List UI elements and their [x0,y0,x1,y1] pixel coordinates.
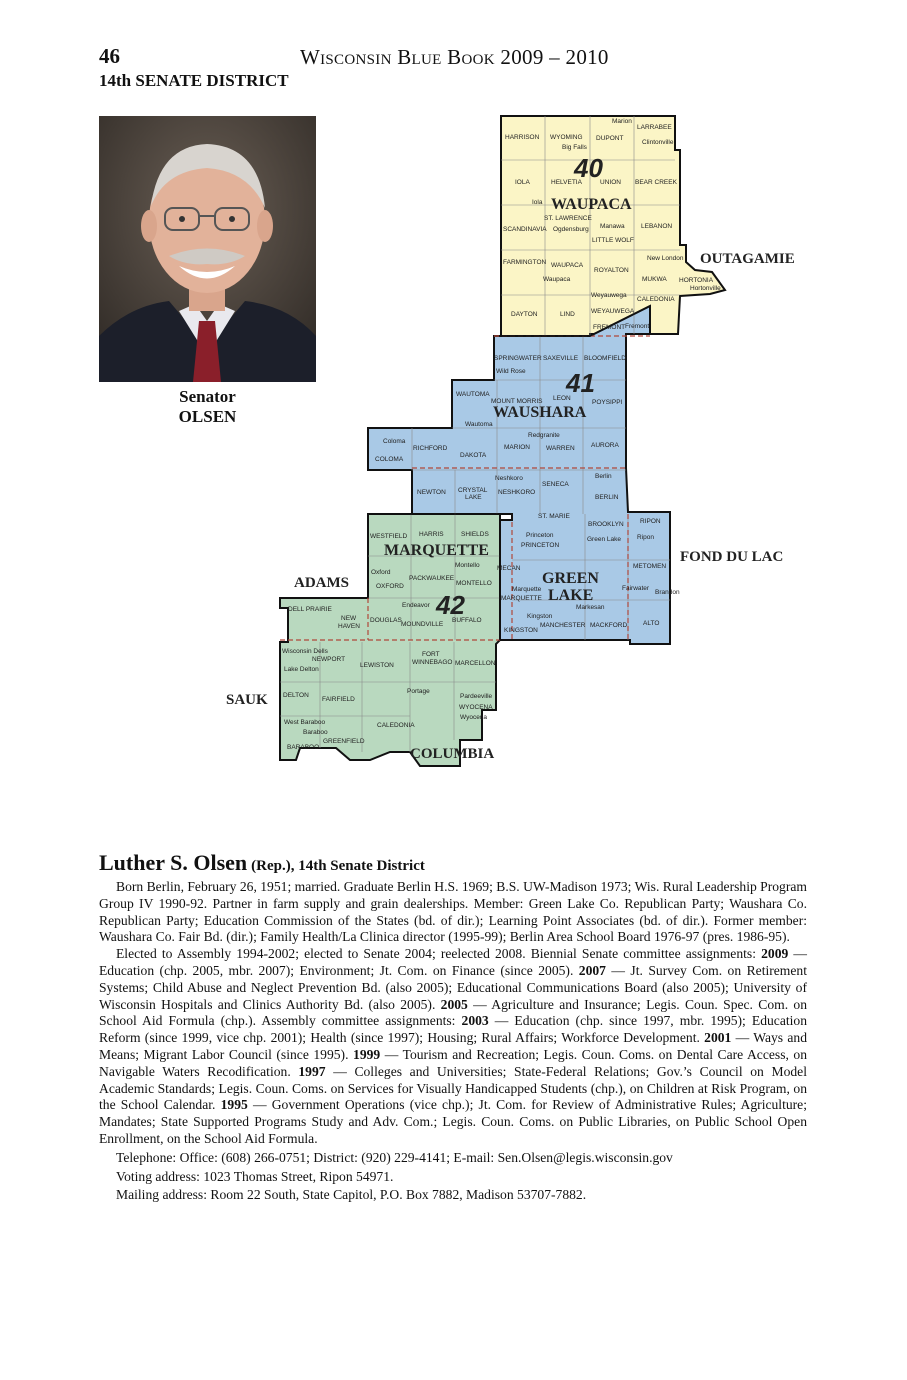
place-label: NEWPORT [312,656,346,663]
bio-paragraph-personal: Born Berlin, February 26, 1951; married. Graduate Berlin H.S. 1969; B.S. UW-Madison 1973; Wis. Rural Leadership Program Group IV 1990-92. Partner in farm supply and grain dealerships. Member: Green Lake Co. Republican Party; Waushara Co. Republican Party; Education Commission of the States (bd. of dir.); Learning Point Associates (bd. of dir.). Former member: Waushara Co. Fair Bd. (dir.); Family Health/La Clinica director (1995-99); Berlin Area School Board 1976-97 (pres. 1986-95). [99,879,807,945]
place-label: PACKWAUKEE [409,575,455,582]
bio-paragraph-committees [99,946,807,1148]
place-label: Clintonville [642,139,674,146]
county-label-waupaca: WAUPACA [551,196,632,213]
place-label: LITTLE WOLF [592,237,634,244]
place-label: HARRISON [505,134,540,141]
place-label: LIND [560,311,575,318]
place-label: Green Lake [587,536,621,543]
place-label: SAXEVILLE [543,355,579,362]
place-label: MARION [504,444,530,451]
place-label: CALEDONIA [637,296,675,303]
committee-text: — Ways and Means; Migrant Labor Council (since 1995). [99,1030,807,1062]
section-title: 14th SENATE DISTRICT [99,71,289,90]
place-label: Princeton [526,532,554,539]
place-label: POYSIPPI [592,399,623,406]
place-label: MANCHESTER [540,622,586,629]
place-label: LARRABEE [637,124,672,131]
place-label: Marion [612,118,632,125]
place-label: SENECA [542,481,569,488]
place-label: UNION [600,179,621,186]
place-label: IOLA [515,179,530,186]
place-label: Marquette [512,586,542,593]
place-label: OXFORD [376,583,404,590]
place-label: CRYSTAL [458,487,488,494]
place-label: Wild Rose [496,368,526,375]
place-label: Oxford [371,569,391,576]
place-label: Fremont [625,323,650,330]
place-label: COLOMA [375,456,404,463]
place-label: WARREN [546,445,575,452]
place-label: FREMONT [593,324,626,331]
place-label: MOUNT MORRIS [491,398,543,405]
place-label: Iola [532,199,543,206]
place-label: WESTFIELD [370,533,408,540]
committee-text: — Government Operations (vice chp.); Jt. Com. for Review of Administrative Rules; Agriculture; Mandates; State Supported Programs Study and Adv. Com.; Legis. Coun. Coms. on Public Libraries, on Public School Open Enrollment, on the School Aid Formula. [99,1097,807,1146]
district-number-42: 42 [436,590,465,620]
place-label: Endeavor [402,602,430,609]
neighbor-label-sauk: SAUK [226,692,268,708]
committee-text: — Tourism and Recreation; Legis. Coun. Coms. on Dental Care Access, on Navigable Waters Recodification. [99,1046,807,1079]
place-label: Pardeeville [460,693,493,700]
neighbor-label-fond-du-lac: FOND DU LAC [680,549,784,565]
place-label: Weyauwega [591,292,627,299]
committees-intro: Elected to Assembly 1994-2002; elected to Senate 2004; reelected 2008. Biennial Senate committee assignments: [116,946,762,962]
place-label: BUFFALO [452,617,482,624]
place-label: BROOKLYN [588,521,624,528]
year-label: 2005 [440,996,468,1012]
place-label: Coloma [383,438,406,445]
place-label: SCANDINAVIA [503,226,547,233]
place-label: Big Falls [562,144,587,151]
district-number-41: 41 [566,368,595,398]
place-label: WEYAUWEGA [591,308,635,315]
place-label: Portage [407,688,430,695]
place-label: DELTON [283,692,309,699]
place-label: Lake Delton [284,666,319,673]
biography [99,879,807,1204]
year-label: 1995 [220,1097,248,1113]
place-label: WAUTOMA [456,391,490,398]
committee-text: — Education (chp. since 1997, mbr. 1995); Education Reform (since 1999, vice chp. 2001); Health (since 1997); Housing; Rural Affairs; Workforce Development. [99,1013,807,1046]
year-label: 2009 [761,946,789,962]
year-label: 1999 [353,1046,381,1062]
place-label: SPRINGWATER [494,355,542,362]
place-label: Kingston [527,613,553,620]
place-label: FAIRFIELD [322,696,355,703]
place-label: ALTO [643,620,660,627]
place-label: Fairwater [622,585,650,592]
place-label: West Baraboo [284,719,326,726]
place-label: WYOMING [550,134,583,141]
place-label: Wyocena [460,714,488,721]
place-label: LEBANON [641,223,673,230]
year-label: 2007 [578,962,606,978]
place-label: NEW [341,615,357,622]
year-label: 2003 [461,1013,489,1029]
place-label: FARMINGTON [503,259,547,266]
place-label: HARRIS [419,531,444,538]
contact-mailing-address: Mailing address: Room 22 South, State Capitol, P.O. Box 7882, Madison 53707-7882. [116,1187,587,1203]
place-label: ST. LAWRENCE [544,215,592,222]
contact-voting-address: Voting address: 1023 Thomas Street, Ripon 54971. [116,1168,394,1184]
place-label: BEAR CREEK [635,179,677,186]
place-label: Manawa [600,223,625,230]
page-number: 46 [99,44,120,68]
place-label: Wisconsin Dells [282,648,328,655]
place-label: LEON [553,395,571,402]
place-label: ROYALTON [594,267,629,274]
district-number-40: 40 [574,153,603,183]
caption-name: OLSEN [178,407,237,426]
place-label: HAVEN [338,623,360,630]
committee-text: — Education (chp. 2005, mbr. 2007); Environment; Jt. Com. on Finance (since 2005). [99,946,807,978]
senator-name: Luther S. Olsen [99,850,248,875]
committee-text: — Colleges and Universities; State-Federal Relations; Gov.’s Council on Model Academic Standards; Legis. Coun. Coms. on Services for Visually Handicapped Students (chp.), on Children at Risk Program, on the School Calendar. [99,1063,807,1113]
place-label: MARQUETTE [501,595,542,602]
place-label: MOUNDVILLE [401,621,444,628]
place-label: LAKE [465,494,482,501]
place-label: MUKWA [642,276,667,283]
county-label-waushara: WAUSHARA [493,404,587,421]
county-label-lake: LAKE [548,587,594,604]
place-label: MACKFORD [590,622,628,629]
place-label: DELL PRAIRIE [288,606,332,613]
place-label: Redgranite [528,432,560,439]
place-label: SHIELDS [461,531,489,538]
contact-telephone: Telephone: Office: (608) 266-0751; District: (920) 229-4141; E-mail: Sen.Olsen@legis.wisconsin.gov [116,1149,673,1165]
place-label: HELVETIA [551,179,582,186]
place-label: METOMEN [633,563,667,570]
place-label: MONTELLO [456,580,492,587]
place-label: DAKOTA [460,452,487,459]
place-label: PRINCETON [521,542,560,549]
place-label: KINGSTON [504,627,538,634]
committee-text: — Agriculture and Insurance; Legis. Coun. Spec. Com. on School Aid Formula (chp.). Assembly committee assignments: [99,996,807,1029]
district-map [226,108,795,788]
neighbor-label-columbia: COLUMBIA [410,746,495,762]
place-label: Ripon [637,534,654,541]
place-label: RICHFORD [413,445,448,452]
senator-heading [99,850,809,876]
neighbor-label-outagamie: OUTAGAMIE [700,251,795,267]
place-label: WYOCENA [459,704,493,711]
place-label: NESHKORO [498,489,536,496]
place-label: Waupaca [543,276,571,283]
place-label: GREENFIELD [323,738,365,745]
place-label: BERLIN [595,494,619,501]
book-title: Wisconsin Blue Book 2009 – 2010 [300,45,609,69]
place-label: Brandon [655,589,680,596]
senator-affiliation: (Rep.), 14th Senate District [251,858,425,874]
place-label: Berlin [595,473,612,480]
place-label: New London [647,255,684,262]
caption-title: Senator [179,387,236,406]
neighbor-label-adams: ADAMS [294,575,349,591]
year-label: 1997 [298,1063,326,1079]
county-label-marquette: MARQUETTE [384,542,489,559]
place-label: AURORA [591,442,619,449]
place-label: Hortonville [690,285,721,292]
place-label: NEWTON [417,489,446,496]
place-label: Neshkoro [495,475,523,482]
place-label: DOUGLAS [370,617,402,624]
place-label: Baraboo [303,729,328,736]
place-label: LEWISTON [360,662,394,669]
place-label: MECAN [497,565,521,572]
place-label: CALEDONIA [377,722,415,729]
place-label: FORT [422,651,440,658]
place-label: DAYTON [511,311,538,318]
place-label: RIPON [640,518,661,525]
place-label: ST. MARIE [538,513,570,520]
place-label: MARCELLON [455,660,496,667]
place-label: DUPONT [596,135,624,142]
county-label-green: GREEN [542,570,599,587]
year-label: 2001 [704,1030,732,1046]
committee-text: — Jt. Survey Com. on Retirement Systems; Child Abuse and Neglect Prevention Bd. (also 2005); Educational Communications Board (also 2005); University of Wisconsin Hospitals and Clinics Authority Bd. (also 2005). [99,962,807,1012]
place-label: BLOOMFIELD [584,355,626,362]
place-label: WINNEBAGO [412,659,453,666]
place-label: Ogdensburg [553,226,589,233]
place-label: Wautoma [465,421,493,428]
place-label: Montello [455,562,480,569]
place-label: BARABOO [287,744,320,751]
place-label: Markesan [576,604,605,611]
place-label: WAUPACA [551,262,584,269]
place-label: HORTONIA [679,277,714,284]
